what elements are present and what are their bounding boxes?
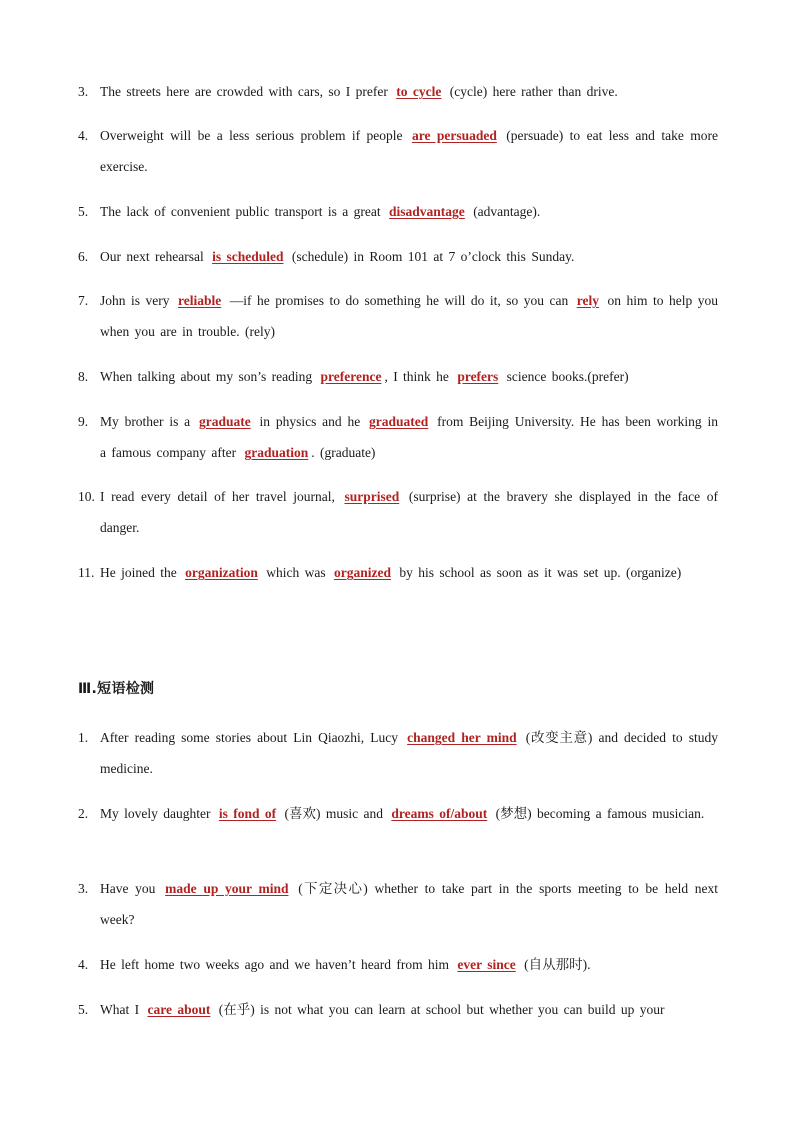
- sentence-text: What I: [100, 1002, 145, 1017]
- answer-blank: organized: [333, 565, 391, 580]
- sentence-text: The streets here are crowded with cars, so I prefer: [100, 84, 394, 99]
- sentence-text: (在乎) is not what you can learn at school but whether you can build up your: [213, 1002, 665, 1017]
- answer-blank: changed her mind: [407, 730, 517, 745]
- answer-blank: made up your mind: [165, 881, 289, 896]
- sentence-text: (梦想) becoming a famous musician.: [490, 806, 705, 821]
- sentence-text: . (graduate): [311, 445, 376, 460]
- answer-blank: rely: [576, 293, 600, 308]
- sentence-text: science books.(prefer): [501, 369, 629, 384]
- exercise-item-3: [78, 76, 718, 107]
- answer-blank: reliable: [177, 293, 222, 308]
- item-number: 3.: [78, 84, 89, 99]
- sentence-text: in physics and he: [253, 414, 367, 429]
- sentence-text: (改变主意) and decided to study medicine.: [100, 730, 718, 776]
- item-number: 10.: [78, 489, 95, 504]
- sentence-text: Have you: [100, 881, 163, 896]
- sentence-text: (cycle) here rather than drive.: [444, 84, 618, 99]
- sentence-text: (persuade) to eat less and take more exercise.: [100, 128, 718, 174]
- answer-blank: graduate: [198, 414, 251, 429]
- sentence-text: Overweight will be a less serious problem if people: [100, 128, 409, 143]
- item-number: 6.: [78, 249, 89, 264]
- answer-blank: to cycle: [396, 84, 442, 99]
- item-number: 5.: [78, 204, 89, 219]
- answer-blank: is scheduled: [212, 249, 284, 264]
- sentence-text: (自从那时).: [518, 957, 591, 972]
- sentence-text: John is very: [100, 293, 175, 308]
- answer-blank: is fond of: [218, 806, 277, 821]
- sentence-text: on him to help you when you are in trouble. (rely): [100, 293, 718, 339]
- sentence-text: which was: [260, 565, 331, 580]
- sentence-text: (下定决心) whether to take part in the sports meeting to be held next week?: [100, 881, 719, 927]
- phrase-item-3: [78, 873, 718, 935]
- sentence-text: After reading some stories about Lin Qiaozhi, Lucy: [100, 730, 405, 745]
- sentence-text: from Beijing University. He has been working in a famous company after: [100, 414, 718, 460]
- phrase-item-1: [78, 722, 718, 784]
- item-number: 2.: [78, 806, 89, 821]
- item-text: [100, 798, 718, 829]
- answer-blank: dreams of/about: [391, 806, 488, 821]
- exercise-item-5: [78, 196, 718, 227]
- item-number: 11.: [78, 565, 95, 580]
- answer-blank: ever since: [457, 957, 516, 972]
- phrase-item-2: [78, 798, 718, 829]
- sentence-text: (schedule) in Room 101 at 7 o’clock this Sunday.: [286, 249, 575, 264]
- phrase-item-5: [78, 994, 718, 1025]
- sentence-text: He left home two weeks ago and we haven’t heard from him: [100, 957, 455, 972]
- item-text: [100, 557, 718, 588]
- answer-blank: graduation: [244, 445, 309, 460]
- sentence-text: , I think he: [384, 369, 455, 384]
- item-text: [100, 361, 718, 392]
- item-text: [100, 949, 718, 980]
- item-number: 4.: [78, 957, 89, 972]
- sentence-text: by his school as soon as it was set up. (organize): [393, 565, 682, 580]
- sentence-text: The lack of convenient public transport is a great: [100, 204, 387, 219]
- item-number: 8.: [78, 369, 89, 384]
- exercise-item-4: [78, 120, 718, 182]
- item-number: 4.: [78, 128, 89, 143]
- item-text: [100, 196, 718, 227]
- answer-blank: prefers: [457, 369, 499, 384]
- sentence-text: He joined the: [100, 565, 183, 580]
- exercise-item-7: [78, 285, 718, 347]
- exercise-item-6: [78, 241, 718, 272]
- sentence-text: —if he promises to do something he will do it, so you can: [224, 293, 574, 308]
- item-number: 3.: [78, 881, 89, 896]
- section-heading: Ⅲ.短语检测: [78, 681, 155, 697]
- item-number: 9.: [78, 414, 89, 429]
- sentence-text: (advantage).: [467, 204, 541, 219]
- item-number: 1.: [78, 730, 89, 745]
- answer-blank: surprised: [344, 489, 400, 504]
- answer-blank: preference: [320, 369, 382, 384]
- answer-blank: care about: [147, 1002, 211, 1017]
- item-text: [100, 406, 718, 468]
- exercise-item-10: [78, 481, 718, 543]
- item-text: [100, 285, 718, 347]
- sentence-text: (喜欢) music and: [279, 806, 389, 821]
- answer-blank: are persuaded: [411, 128, 497, 143]
- phrase-item-4: [78, 949, 718, 980]
- item-text: [100, 241, 718, 272]
- item-text: [100, 722, 718, 784]
- sentence-text: My brother is a: [100, 414, 196, 429]
- item-text: [100, 481, 718, 543]
- exercise-item-9: [78, 406, 718, 468]
- item-number: 5.: [78, 1002, 89, 1017]
- item-text: [100, 994, 718, 1025]
- answer-blank: graduated: [369, 414, 429, 429]
- sentence-text: (surprise) at the bravery she displayed in the face of danger.: [100, 489, 718, 535]
- sentence-text: My lovely daughter: [100, 806, 216, 821]
- sentence-text: Our next rehearsal: [100, 249, 210, 264]
- sentence-text: I read every detail of her travel journal,: [100, 489, 342, 504]
- answer-blank: disadvantage: [389, 204, 465, 219]
- exercise-item-8: [78, 361, 718, 392]
- sentence-text: When talking about my son’s reading: [100, 369, 318, 384]
- item-text: [100, 120, 718, 182]
- answer-blank: organization: [185, 565, 258, 580]
- item-text: [100, 873, 718, 935]
- exercise-item-11: [78, 557, 718, 588]
- item-text: [100, 76, 718, 107]
- item-number: 7.: [78, 293, 89, 308]
